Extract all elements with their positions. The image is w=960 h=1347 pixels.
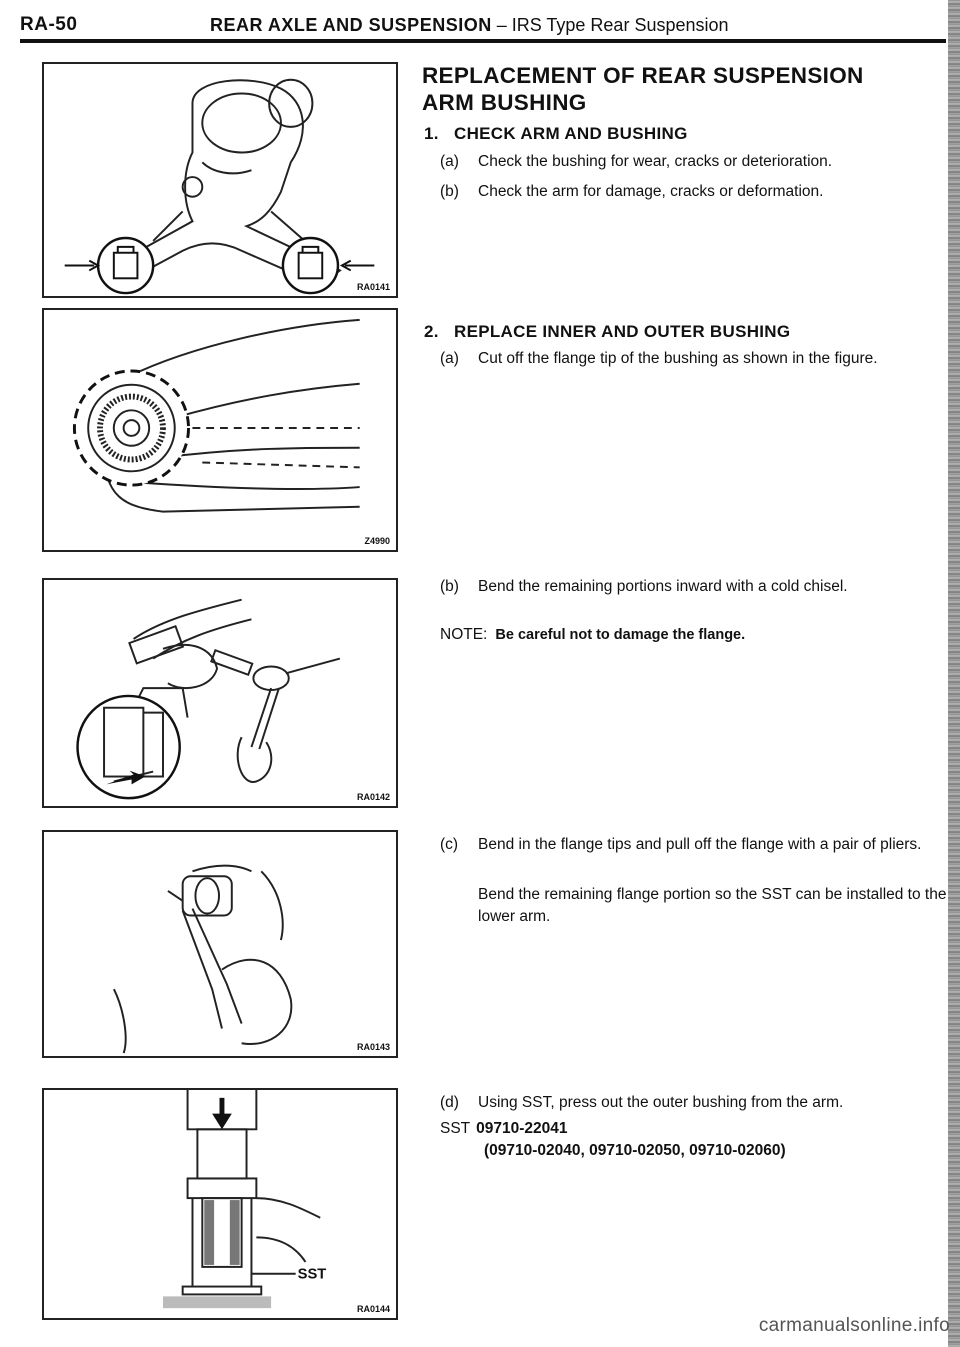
step-1-heading [424,124,688,144]
substep-tag: (b) [440,578,459,595]
figure-sst-label: SST [297,1266,327,1283]
step-1b [440,181,950,203]
substep-text: Cut off the flange tip of the bushing as shown in the figure. [478,350,878,367]
substep-tag: (d) [440,1094,459,1111]
note-text: Be careful not to damage the flange. [495,627,746,643]
section-title-line2: ARM BUSHING [422,90,587,115]
section-title-line1: REPLACEMENT OF REAR SUSPENSION [422,63,864,88]
step-2a [440,348,950,370]
figure-code: Z4990 [364,536,390,546]
sst-number: 09710-22041 [476,1120,568,1137]
figure-pliers [42,830,398,1058]
substep-tag: (a) [440,350,459,367]
figure-code: RA0141 [356,282,390,292]
step-heading-text: REPLACE INNER AND OUTER BUSHING [454,322,791,341]
substep-text: Check the bushing for wear, cracks or deterioration. [478,153,833,170]
chapter-dash: – [491,15,512,35]
step-number: 2. [424,322,439,341]
pliers-illustration [44,832,396,1056]
substep-text: Bend in the flange tips and pull off the flange with a pair of pliers. [478,836,922,853]
figure-code: RA0144 [356,1304,390,1314]
figure-code: RA0142 [356,792,390,802]
sst-parts: (09710-02040, 09710-02050, 09710-02060) [484,1142,786,1159]
step-1a [440,151,950,173]
page-code: RA-50 [20,14,78,35]
step-number: 1. [424,124,439,143]
chapter-main: REAR AXLE AND SUSPENSION [210,15,492,35]
substep-tag: (a) [440,153,459,170]
figure-chisel [42,578,398,808]
figure-flange-cut [42,308,398,552]
note [440,626,745,644]
substep-tag: (c) [440,836,459,853]
step-heading-text: CHECK ARM AND BUSHING [454,124,688,143]
substep-text: Bend the remaining portions inward with a cold chisel. [478,578,848,595]
step-2b [440,576,950,598]
substep-text: Check the arm for damage, cracks or deformation. [478,183,824,200]
step-2c [440,834,950,856]
chapter-title [210,15,729,36]
flange-cut-illustration [44,310,396,550]
chapter-sub: IRS Type Rear Suspension [511,15,729,35]
chisel-hammer-illustration [44,580,396,806]
sst-label: SST [440,1120,471,1137]
sst-number-line [440,1118,568,1140]
figure-suspension-arm [42,62,398,298]
scan-edge [948,0,960,1347]
step-2d [440,1092,950,1114]
sst-press-illustration [44,1090,396,1318]
step-2-heading [424,322,790,342]
step-2c-continued: Bend the remaining flange portion so the SST can be installed to the lower arm. [478,886,947,925]
substep-text: Using SST, press out the outer bushing from the arm. [478,1094,844,1111]
substep-tag: (b) [440,183,459,200]
page-header [0,0,960,48]
header-rule [20,39,946,43]
figure-code: RA0143 [356,1042,390,1052]
section-title [422,62,864,116]
note-label: NOTE: [440,626,488,643]
suspension-arm-illustration [44,64,396,296]
figure-sst-press [42,1088,398,1320]
watermark: carmanualsonline.info [758,1315,950,1336]
